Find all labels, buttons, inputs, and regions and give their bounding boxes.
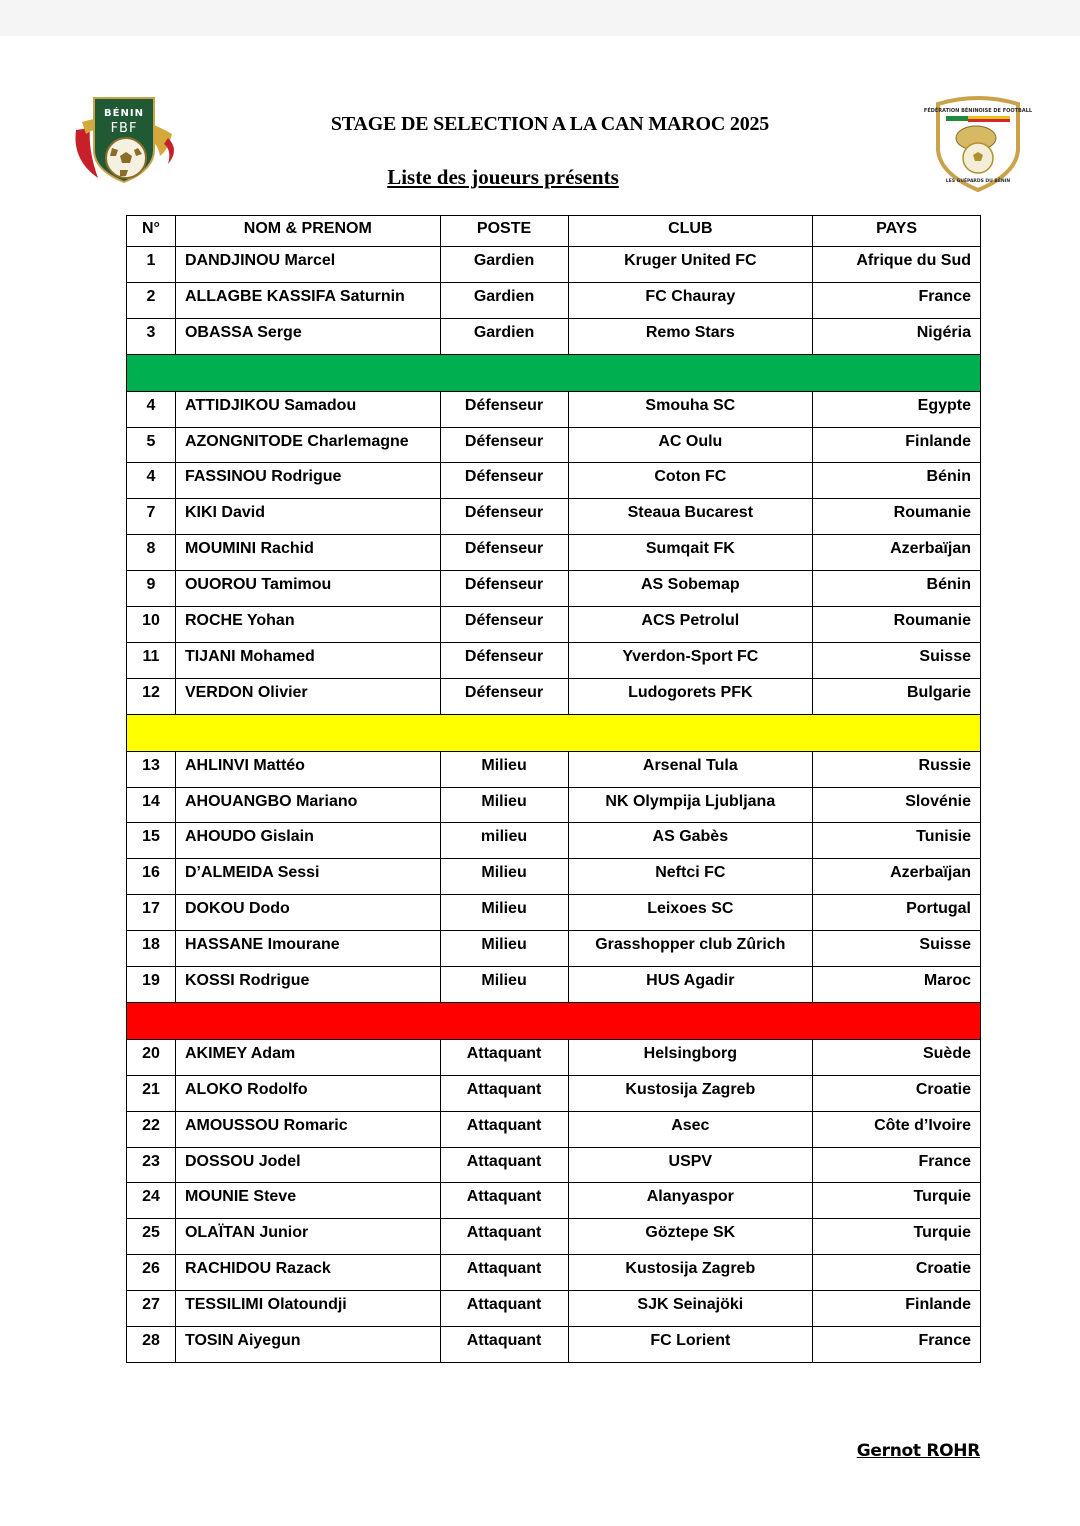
player-number: 5 [127, 427, 176, 463]
player-position: Attaquant [440, 1111, 568, 1147]
federation-beninoise-crest-icon [923, 94, 1033, 192]
table-row [127, 463, 981, 499]
logo-right-text-bottom: LES GUÉPARDS DU BÉNIN [945, 179, 1011, 184]
player-position: Milieu [440, 967, 568, 1003]
player-name: OLAÏTAN Junior [175, 1219, 440, 1255]
player-club: Kruger United FC [568, 247, 813, 283]
table-row [127, 1147, 981, 1183]
player-club: Grasshopper club Zûrich [568, 931, 813, 967]
player-country: Finlande [813, 427, 981, 463]
player-country: Bénin [813, 571, 981, 607]
player-club: Remo Stars [568, 318, 813, 354]
player-country: Finlande [813, 1291, 981, 1327]
player-number: 24 [127, 1183, 176, 1219]
table-row [127, 535, 981, 571]
table-row [127, 1075, 981, 1111]
player-country: Suisse [813, 931, 981, 967]
group-separator-bar [127, 714, 981, 751]
player-country: France [813, 1147, 981, 1183]
table-row [127, 931, 981, 967]
player-club: Steaua Bucarest [568, 499, 813, 535]
player-position: Gardien [440, 247, 568, 283]
table-row [127, 282, 981, 318]
player-club: FC Chauray [568, 282, 813, 318]
player-name: MOUNIE Steve [175, 1183, 440, 1219]
player-position: Défenseur [440, 535, 568, 571]
player-number: 28 [127, 1327, 176, 1363]
column-header-name: NOM & PRENOM [175, 216, 440, 247]
player-name: FASSINOU Rodrigue [175, 463, 440, 499]
player-number: 13 [127, 751, 176, 787]
player-number: 11 [127, 642, 176, 678]
player-name: ROCHE Yohan [175, 607, 440, 643]
player-country: Nigéria [813, 318, 981, 354]
player-club: SJK Seinajöki [568, 1291, 813, 1327]
player-position: Défenseur [440, 571, 568, 607]
player-name: KIKI David [175, 499, 440, 535]
player-name: AHOUDO Gislain [175, 823, 440, 859]
table-row [127, 1327, 981, 1363]
column-header-country: PAYS [813, 216, 981, 247]
table-row [127, 1111, 981, 1147]
coach-signature: Gernot ROHR [856, 1441, 980, 1461]
player-position: Milieu [440, 895, 568, 931]
player-club: USPV [568, 1147, 813, 1183]
player-club: AC Oulu [568, 427, 813, 463]
group-separator-row [127, 1002, 981, 1039]
player-country: Suisse [813, 642, 981, 678]
player-country: Croatie [813, 1255, 981, 1291]
page-title: STAGE DE SELECTION A LA CAN MAROC 2025 [330, 113, 770, 135]
player-position: Attaquant [440, 1219, 568, 1255]
player-position: Gardien [440, 318, 568, 354]
player-name: D’ALMEIDA Sessi [175, 859, 440, 895]
table-row [127, 427, 981, 463]
player-club: Arsenal Tula [568, 751, 813, 787]
player-club: Ludogorets PFK [568, 678, 813, 714]
player-position: Milieu [440, 751, 568, 787]
player-position: Défenseur [440, 427, 568, 463]
player-name: DANDJINOU Marcel [175, 247, 440, 283]
player-number: 1 [127, 247, 176, 283]
column-header-club: CLUB [568, 216, 813, 247]
players-table-body [127, 247, 981, 1363]
player-name: AHLINVI Mattéo [175, 751, 440, 787]
player-position: Attaquant [440, 1147, 568, 1183]
player-club: Leixoes SC [568, 895, 813, 931]
player-club: Coton FC [568, 463, 813, 499]
player-country: Turquie [813, 1183, 981, 1219]
player-club: Sumqait FK [568, 535, 813, 571]
table-row [127, 859, 981, 895]
player-club: HUS Agadir [568, 967, 813, 1003]
table-row [127, 499, 981, 535]
player-position: Attaquant [440, 1291, 568, 1327]
table-row [127, 1183, 981, 1219]
group-separator-bar [127, 354, 981, 391]
player-position: Défenseur [440, 499, 568, 535]
player-number: 23 [127, 1147, 176, 1183]
table-row [127, 751, 981, 787]
player-club: FC Lorient [568, 1327, 813, 1363]
player-country: France [813, 282, 981, 318]
player-number: 27 [127, 1291, 176, 1327]
table-row [127, 787, 981, 823]
player-number: 21 [127, 1075, 176, 1111]
player-country: Suède [813, 1039, 981, 1075]
player-name: OBASSA Serge [175, 318, 440, 354]
player-name: TOSIN Aiyegun [175, 1327, 440, 1363]
player-position: Attaquant [440, 1327, 568, 1363]
player-number: 3 [127, 318, 176, 354]
player-country: Egypte [813, 391, 981, 427]
logo-left-text-top: BÉNIN [104, 108, 144, 119]
player-club: Yverdon-Sport FC [568, 642, 813, 678]
column-header-position: POSTE [440, 216, 568, 247]
player-number: 19 [127, 967, 176, 1003]
player-country: Afrique du Sud [813, 247, 981, 283]
player-position: Défenseur [440, 642, 568, 678]
player-number: 14 [127, 787, 176, 823]
player-position: Milieu [440, 787, 568, 823]
table-row [127, 1039, 981, 1075]
player-name: ALOKO Rodolfo [175, 1075, 440, 1111]
table-row [127, 678, 981, 714]
player-name: ALLAGBE KASSIFA Saturnin [175, 282, 440, 318]
player-country: Portugal [813, 895, 981, 931]
player-position: Attaquant [440, 1183, 568, 1219]
column-header-number: N° [127, 216, 176, 247]
player-position: Milieu [440, 859, 568, 895]
viewer-top-band [0, 0, 1080, 36]
table-row [127, 823, 981, 859]
table-row [127, 1255, 981, 1291]
player-number: 7 [127, 499, 176, 535]
player-country: Slovénie [813, 787, 981, 823]
player-name: MOUMINI Rachid [175, 535, 440, 571]
player-name: VERDON Olivier [175, 678, 440, 714]
player-name: AKIMEY Adam [175, 1039, 440, 1075]
player-name: RACHIDOU Razack [175, 1255, 440, 1291]
player-name: KOSSI Rodrigue [175, 967, 440, 1003]
player-club: NK Olympija Ljubljana [568, 787, 813, 823]
player-country: Azerbaïjan [813, 859, 981, 895]
table-row [127, 571, 981, 607]
player-country: Tunisie [813, 823, 981, 859]
player-number: 12 [127, 678, 176, 714]
table-row [127, 391, 981, 427]
player-number: 4 [127, 463, 176, 499]
player-club: AS Gabès [568, 823, 813, 859]
player-position: Attaquant [440, 1039, 568, 1075]
player-club: Smouha SC [568, 391, 813, 427]
player-club: ACS Petrolul [568, 607, 813, 643]
player-country: Bulgarie [813, 678, 981, 714]
player-name: OUOROU Tamimou [175, 571, 440, 607]
player-position: milieu [440, 823, 568, 859]
player-country: Roumanie [813, 499, 981, 535]
player-country: Croatie [813, 1075, 981, 1111]
player-country: Russie [813, 751, 981, 787]
player-club: Alanyaspor [568, 1183, 813, 1219]
player-name: TIJANI Mohamed [175, 642, 440, 678]
logo-left-text-bottom: FBF [110, 121, 138, 136]
group-separator-row [127, 714, 981, 751]
player-position: Défenseur [440, 678, 568, 714]
player-name: HASSANE Imourane [175, 931, 440, 967]
group-separator-bar [127, 1002, 981, 1039]
logo-right-text-top: FÉDÉRATION BÉNINOISE DE FOOTBALL [923, 108, 1033, 114]
player-country: Bénin [813, 463, 981, 499]
player-name: AHOUANGBO Mariano [175, 787, 440, 823]
table-row [127, 318, 981, 354]
table-header-row [127, 216, 981, 247]
player-club: Helsingborg [568, 1039, 813, 1075]
player-name: ATTIDJIKOU Samadou [175, 391, 440, 427]
player-country: Turquie [813, 1219, 981, 1255]
player-number: 25 [127, 1219, 176, 1255]
player-number: 10 [127, 607, 176, 643]
player-club: Kustosija Zagreb [568, 1255, 813, 1291]
player-number: 15 [127, 823, 176, 859]
player-club: Asec [568, 1111, 813, 1147]
player-country: Maroc [813, 967, 981, 1003]
player-country: Azerbaïjan [813, 535, 981, 571]
table-row [127, 1219, 981, 1255]
player-number: 8 [127, 535, 176, 571]
player-position: Défenseur [440, 607, 568, 643]
players-table [126, 215, 981, 1363]
player-number: 16 [127, 859, 176, 895]
player-club: Neftci FC [568, 859, 813, 895]
player-club: Göztepe SK [568, 1219, 813, 1255]
fbf-benin-logo-icon [68, 90, 180, 190]
player-country: Roumanie [813, 607, 981, 643]
player-position: Gardien [440, 282, 568, 318]
player-number: 20 [127, 1039, 176, 1075]
player-name: TESSILIMI Olatoundji [175, 1291, 440, 1327]
player-name: AZONGNITODE Charlemagne [175, 427, 440, 463]
player-name: DOSSOU Jodel [175, 1147, 440, 1183]
player-position: Défenseur [440, 391, 568, 427]
table-row [127, 642, 981, 678]
player-name: DOKOU Dodo [175, 895, 440, 931]
player-position: Milieu [440, 931, 568, 967]
player-position: Défenseur [440, 463, 568, 499]
player-country: France [813, 1327, 981, 1363]
group-separator-row [127, 354, 981, 391]
player-position: Attaquant [440, 1255, 568, 1291]
page-subtitle: Liste des joueurs présents [387, 165, 619, 189]
table-row [127, 607, 981, 643]
table-row [127, 895, 981, 931]
player-name: AMOUSSOU Romaric [175, 1111, 440, 1147]
player-club: Kustosija Zagreb [568, 1075, 813, 1111]
player-number: 2 [127, 282, 176, 318]
player-number: 22 [127, 1111, 176, 1147]
table-row [127, 1291, 981, 1327]
player-number: 9 [127, 571, 176, 607]
table-row [127, 247, 981, 283]
player-country: Côte d’Ivoire [813, 1111, 981, 1147]
player-number: 18 [127, 931, 176, 967]
player-club: AS Sobemap [568, 571, 813, 607]
player-position: Attaquant [440, 1075, 568, 1111]
player-number: 4 [127, 391, 176, 427]
player-number: 17 [127, 895, 176, 931]
player-number: 26 [127, 1255, 176, 1291]
table-row [127, 967, 981, 1003]
